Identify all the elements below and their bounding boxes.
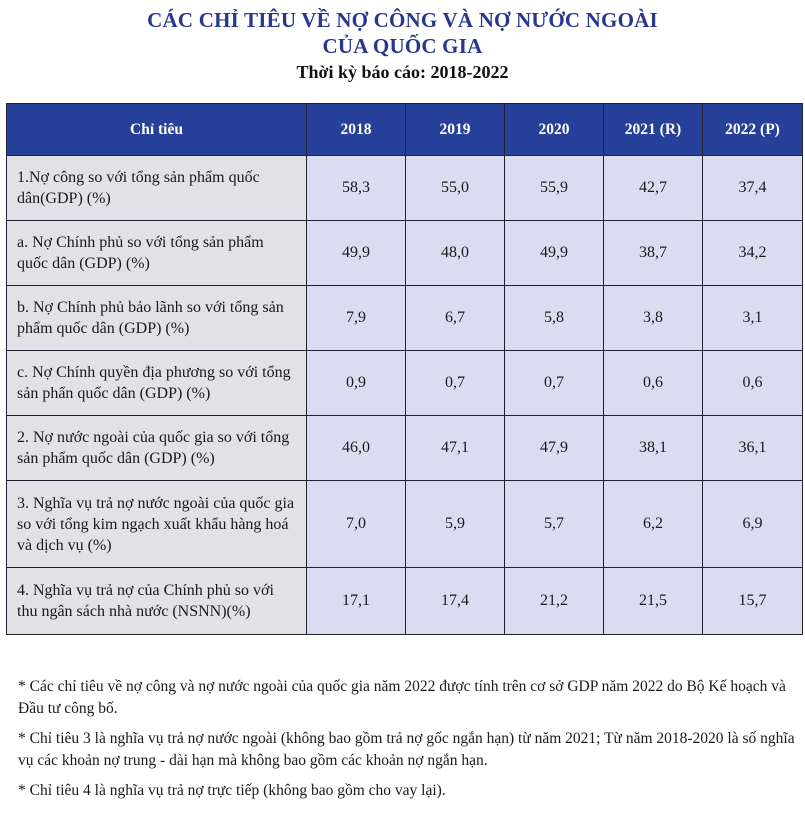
cell-value: 6,9 xyxy=(703,481,803,568)
header-year-2022: 2022 (P) xyxy=(703,104,803,156)
row-label: 3. Nghĩa vụ trả nợ nước ngoài của quốc gia so với tổng kim ngạch xuất khẩu hàng hoá và dịch vụ (%) xyxy=(7,481,307,568)
table-row xyxy=(7,286,803,351)
cell-value: 7,0 xyxy=(307,481,406,568)
cell-value: 37,4 xyxy=(703,156,803,221)
row-label: 1.Nợ công so với tổng sản phẩm quốc dân(GDP) (%) xyxy=(7,156,307,221)
cell-value: 17,1 xyxy=(307,568,406,635)
cell-value: 36,1 xyxy=(703,416,803,481)
cell-value: 0,6 xyxy=(703,351,803,416)
cell-value: 49,9 xyxy=(307,221,406,286)
cell-value: 5,8 xyxy=(505,286,604,351)
table-row xyxy=(7,568,803,635)
footnotes xyxy=(18,676,798,810)
cell-value: 5,7 xyxy=(505,481,604,568)
cell-value: 38,1 xyxy=(604,416,703,481)
header-year-2019: 2019 xyxy=(406,104,505,156)
footnote: * Chỉ tiêu 4 là nghĩa vụ trả nợ trực tiếp (không bao gồm cho vay lại). xyxy=(18,782,446,799)
cell-value: 21,2 xyxy=(505,568,604,635)
cell-value: 46,0 xyxy=(307,416,406,481)
cell-value: 3,1 xyxy=(703,286,803,351)
table-row xyxy=(7,156,803,221)
cell-value: 15,7 xyxy=(703,568,803,635)
table-row xyxy=(7,481,803,568)
row-label: c. Nợ Chính quyền địa phương so với tổng sản phẩn quốc dân (GDP) (%) xyxy=(7,351,307,416)
header-indicator: Chỉ tiêu xyxy=(7,104,307,156)
cell-value: 49,9 xyxy=(505,221,604,286)
header-year-2021: 2021 (R) xyxy=(604,104,703,156)
cell-value: 48,0 xyxy=(406,221,505,286)
table-row xyxy=(7,351,803,416)
cell-value: 17,4 xyxy=(406,568,505,635)
table-row xyxy=(7,221,803,286)
cell-value: 21,5 xyxy=(604,568,703,635)
header-year-2018: 2018 xyxy=(307,104,406,156)
cell-value: 0,6 xyxy=(604,351,703,416)
cell-value: 38,7 xyxy=(604,221,703,286)
table-row xyxy=(7,416,803,481)
reporting-period-subtitle: Thời kỳ báo cáo: 2018-2022 xyxy=(296,62,509,82)
cell-value: 0,7 xyxy=(406,351,505,416)
cell-value: 47,9 xyxy=(505,416,604,481)
footnote: * Các chỉ tiêu về nợ công và nợ nước ngoài của quốc gia năm 2022 được tính trên cơ sở GDP năm 2022 do Bộ Kế hoạch và Đầu tư công bố. xyxy=(18,678,786,717)
debt-indicators-table xyxy=(6,103,803,635)
cell-value: 58,3 xyxy=(307,156,406,221)
row-label: 2. Nợ nước ngoài của quốc gia so với tổng sản phẩm quốc dân (GDP) (%) xyxy=(7,416,307,481)
cell-value: 5,9 xyxy=(406,481,505,568)
row-label: 4. Nghĩa vụ trả nợ của Chính phủ so với thu ngân sách nhà nước (NSNN)(%) xyxy=(7,568,307,635)
cell-value: 47,1 xyxy=(406,416,505,481)
cell-value: 7,9 xyxy=(307,286,406,351)
cell-value: 55,9 xyxy=(505,156,604,221)
page-title-line-1: CÁC CHỈ TIÊU VỀ NỢ CÔNG VÀ NỢ NƯỚC NGOÀI xyxy=(147,8,658,32)
cell-value: 55,0 xyxy=(406,156,505,221)
footnote: * Chỉ tiêu 3 là nghĩa vụ trả nợ nước ngoài (không bao gồm trả nợ gốc ngắn hạn) từ năm 2021; Từ năm 2018-2020 là số nghĩa vụ các khoản nợ trung - dài hạn mà không bao gồm các khoản nợ ngắn hạn. xyxy=(18,730,795,769)
cell-value: 6,2 xyxy=(604,481,703,568)
page-title-line-2: CỦA QUỐC GIA xyxy=(322,34,483,58)
header-year-2020: 2020 xyxy=(505,104,604,156)
cell-value: 3,8 xyxy=(604,286,703,351)
cell-value: 34,2 xyxy=(703,221,803,286)
cell-value: 0,9 xyxy=(307,351,406,416)
cell-value: 6,7 xyxy=(406,286,505,351)
cell-value: 42,7 xyxy=(604,156,703,221)
row-label: a. Nợ Chính phủ so với tổng sản phẩm quốc dân (GDP) (%) xyxy=(7,221,307,286)
table-header-row xyxy=(7,104,803,156)
row-label: b. Nợ Chính phủ bảo lãnh so với tổng sản phẩm quốc dân (GDP) (%) xyxy=(7,286,307,351)
cell-value: 0,7 xyxy=(505,351,604,416)
